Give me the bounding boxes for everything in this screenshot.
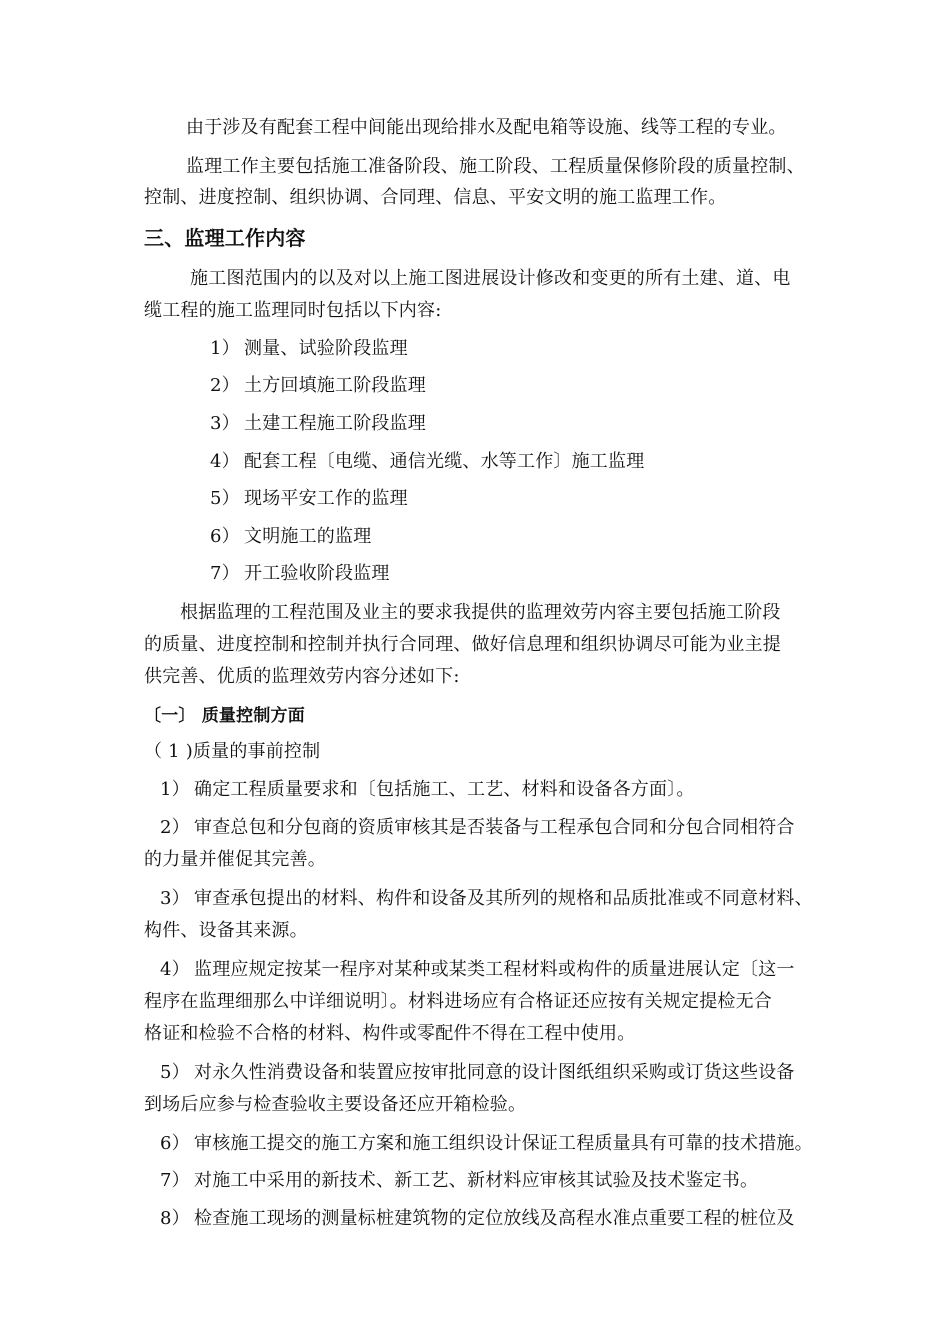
quality-item-5 bbox=[160, 1061, 795, 1085]
quality-item-7 bbox=[160, 1169, 758, 1193]
quality-item-4-continuation-2: 格证和检验不合格的材料、构件或零配件不得在工程中使用。 bbox=[144, 1023, 636, 1044]
summary-line-1: 根据监理的工程范围及业主的要求我提供的监理效劳内容主要包括施工阶段 bbox=[180, 602, 781, 623]
list-item-number: 7） bbox=[160, 1170, 190, 1191]
quality-item-2-continuation: 的力量并催促其完善。 bbox=[144, 849, 326, 870]
quality-item-5-continuation: 到场后应参与检查验收主要设备还应开箱检验。 bbox=[144, 1094, 527, 1115]
list-item-text: 土方回填施工阶段监理 bbox=[244, 375, 426, 396]
list-item bbox=[210, 412, 426, 436]
list-item-number: 5） bbox=[160, 1062, 190, 1083]
list-item-number: 3） bbox=[210, 413, 240, 434]
list-item-number: 7） bbox=[210, 563, 240, 584]
list-item-text: 检查施工现场的测量标桩建筑物的定位放线及高程水准点重要工程的桩位及 bbox=[194, 1208, 795, 1229]
quality-item-1 bbox=[160, 778, 695, 802]
list-item-number: 4） bbox=[210, 451, 240, 472]
quality-item-3 bbox=[160, 887, 813, 911]
quality-item-6 bbox=[160, 1132, 813, 1156]
intro-paragraph-1: 由于涉及有配套工程中间能出现给排水及配电箱等设施、线等工程的专业。 bbox=[186, 117, 787, 138]
subsection-heading: 〔一〕 质量控制方面 bbox=[144, 706, 305, 726]
list-item-number: 5） bbox=[210, 488, 240, 509]
list-item bbox=[210, 562, 390, 586]
list-item-number: 8） bbox=[160, 1208, 190, 1229]
list-item-text: 审查总包和分包商的资质审核其是否装备与工程承包合同和分包合同相符合 bbox=[194, 817, 795, 838]
list-item-text: 配套工程〔电缆、通信光缆、水等工作〕施工监理 bbox=[244, 451, 645, 472]
section-lead-line-1: 施工图范围内的以及对以上施工图进展设计修改和变更的所有土建、道、电 bbox=[190, 268, 791, 289]
summary-line-2: 的质量、进度控制和控制并执行合同理、做好信息理和组织协调尽可能为业主提 bbox=[144, 634, 781, 655]
list-item-number: 2） bbox=[160, 817, 190, 838]
quality-item-3-continuation: 构件、设备其来源。 bbox=[144, 920, 308, 941]
list-item-text: 审查承包提出的材料、构件和设备及其所列的规格和品质批准或不同意材料、 bbox=[194, 888, 813, 909]
list-item-number: 1） bbox=[160, 779, 190, 800]
list-item-number: 2） bbox=[210, 375, 240, 396]
list-item-text: 监理应规定按某一程序对某种或某类工程材料或构件的质量进展认定〔这一 bbox=[194, 959, 795, 980]
summary-line-3: 供完善、优质的监理效劳内容分述如下: bbox=[144, 666, 460, 687]
list-item-text: 测量、试验阶段监理 bbox=[244, 338, 408, 359]
list-item bbox=[210, 337, 408, 361]
list-item-text: 现场平安工作的监理 bbox=[244, 488, 408, 509]
list-item-number: 4） bbox=[160, 959, 190, 980]
section-lead-line-2: 缆工程的施工监理同时包括以下内容: bbox=[144, 300, 442, 321]
quality-item-4-continuation-1: 程序在监理细那么中详细说明〕。材料进场应有合格证还应按有关规定提检无合 bbox=[144, 991, 772, 1012]
intro-paragraph-2-line-1: 监理工作主要包括施工准备阶段、施工阶段、工程质量保修阶段的质量控制、 bbox=[186, 156, 805, 177]
quality-item-8 bbox=[160, 1207, 795, 1231]
sub-subsection-heading: （ 1 )质量的事前控制 bbox=[144, 741, 321, 762]
list-item-text: 对永久性消费设备和装置应按审批同意的设计图纸组织采购或订货这些设备 bbox=[194, 1062, 795, 1083]
intro-paragraph-2-line-2: 控制、进度控制、组织协调、合同理、信息、平安文明的施工监理工作。 bbox=[144, 187, 727, 208]
list-item-text: 审核施工提交的施工方案和施工组织设计保证工程质量具有可靠的技术措施。 bbox=[194, 1133, 813, 1154]
list-item-text: 土建工程施工阶段监理 bbox=[244, 413, 426, 434]
list-item-number: 1） bbox=[210, 338, 240, 359]
list-item-number: 6） bbox=[210, 526, 240, 547]
list-item bbox=[210, 374, 426, 398]
list-item bbox=[210, 525, 371, 549]
list-item-number: 3） bbox=[160, 888, 190, 909]
list-item bbox=[210, 450, 644, 474]
quality-item-4 bbox=[160, 958, 795, 982]
quality-item-2 bbox=[160, 816, 795, 840]
list-item-text: 确定工程质量要求和〔包括施工、工艺、材料和设备各方面〕。 bbox=[194, 779, 695, 800]
list-item-text: 开工验收阶段监理 bbox=[244, 563, 390, 584]
list-item-number: 6） bbox=[160, 1133, 190, 1154]
list-item-text: 对施工中采用的新技术、新工艺、新材料应审核其试验及技术鉴定书。 bbox=[194, 1170, 759, 1191]
list-item-text: 文明施工的监理 bbox=[244, 526, 372, 547]
section-heading: 三、监理工作内容 bbox=[144, 226, 306, 250]
list-item bbox=[210, 487, 408, 511]
